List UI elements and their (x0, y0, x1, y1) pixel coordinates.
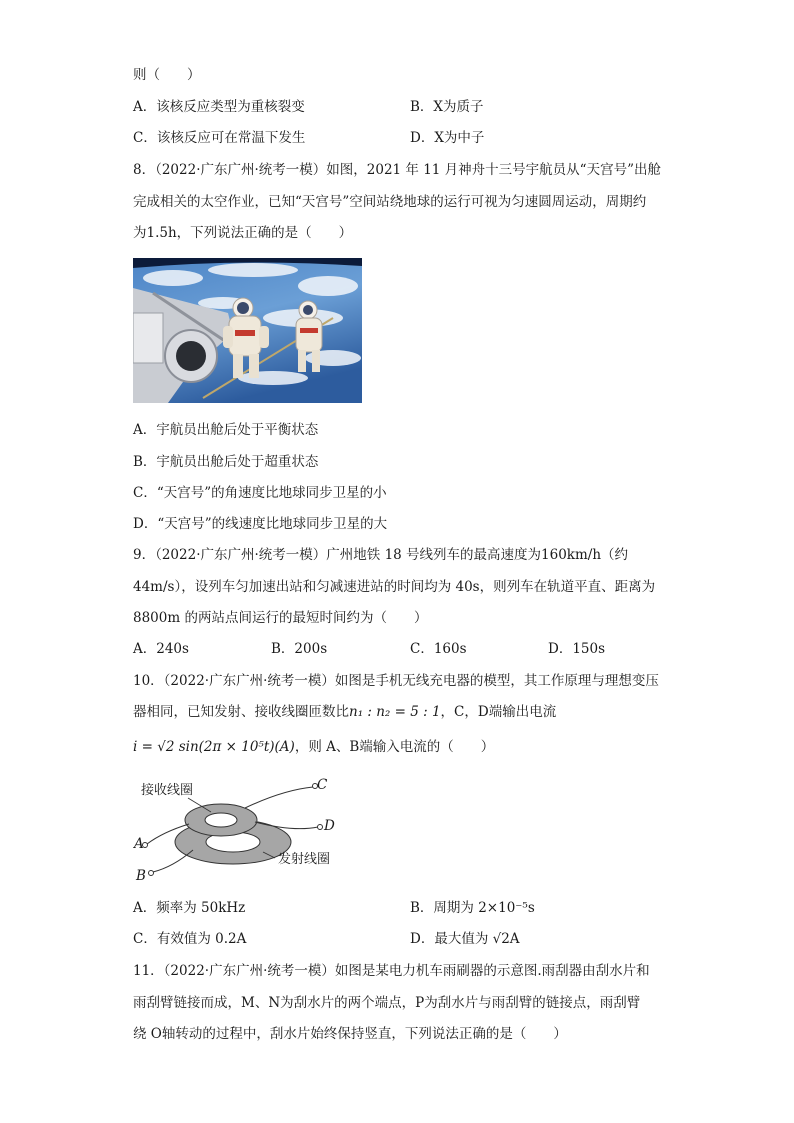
q10-option-a[interactable]: A．频率为 50kHz (133, 900, 246, 916)
q10-stem-line3 (133, 738, 494, 756)
current-formula: i = √2 sin(2π × 10⁵t)(A) (133, 739, 295, 755)
q11-stem-line1: 11．（2022·广东广州·统考一模）如图是某电力机车雨刷器的示意图.雨刮器由刮水片和 (133, 963, 650, 979)
turns-ratio: n₁ : n₂ = 5 : 1 (349, 704, 441, 720)
q10-option-d[interactable]: D．最大值为 √2A (410, 931, 520, 947)
q10-stem-line1: 10．（2022·广东广州·统考一模）如图是手机无线充电器的模型，其工作原理与理想变压 (133, 673, 659, 689)
terminal-a: A (134, 836, 144, 852)
q10-option-b[interactable]: B．周期为 2×10⁻⁵s (410, 900, 535, 916)
q9-stem-line1: 9．（2022·广东广州·统考一模）广州地铁 18 号线列车的最高速度为160km/h（约 (133, 547, 629, 563)
q8-option-d[interactable]: D．“天宫号”的线速度比地球同步卫星的大 (133, 516, 388, 532)
q11-stem-line3: 绕 O轴转动的过程中，刮水片始终保持竖直，下列说法正确的是（ ） (133, 1026, 567, 1042)
q10-stem-line3-tail: ，则 A、B端输入电流的（ ） (294, 739, 495, 755)
q7-option-b[interactable]: B．X为质子 (410, 99, 484, 115)
q8-option-b[interactable]: B．宇航员出舱后处于超重状态 (133, 454, 319, 470)
spacewalk-photo (133, 258, 362, 403)
q7-option-a[interactable]: A．该核反应类型为重核裂变 (133, 99, 305, 115)
q10-stem-line2 (133, 703, 556, 721)
q8-stem-line1: 8．（2022·广东广州·统考一模）如图，2021 年 11 月神舟十三号宇航员从“天宫号”出舱 (133, 162, 661, 178)
receive-coil-label: 接收线圈 (141, 783, 194, 798)
q7-option-c[interactable]: C．该核反应可在常温下发生 (133, 130, 306, 146)
q9-stem-line3: 8800m 的两站点间运行的最短时间约为（ ） (133, 610, 428, 626)
q9-option-a[interactable]: A．240s (133, 641, 189, 657)
terminal-b: B (136, 868, 146, 884)
q8-option-c[interactable]: C．“天宫号”的角速度比地球同步卫星的小 (133, 485, 387, 501)
wireless-charger-diagram (133, 772, 348, 884)
q8-stem-line3: 为1.5h，下列说法正确的是（ ） (133, 225, 353, 241)
q7-stem-tail: 则（ ） (133, 67, 201, 83)
q10-option-c[interactable]: C．有效值为 0.2A (133, 931, 247, 947)
terminal-c: C (317, 777, 328, 793)
q9-stem-line2: 44m/s），设列车匀加速出站和匀减速进站的时间均为 40s，则列车在轨道平直、距离为 (133, 579, 656, 595)
q10-stem-line2-text: 器相同，已知发射、接收线圈匝数比 (133, 704, 349, 720)
transmit-coil-label: 发射线圈 (278, 852, 331, 867)
q9-option-c[interactable]: C．160s (410, 641, 467, 657)
q11-stem-line2: 雨刮臂链接而成，M、N为刮水片的两个端点，P为刮水片与雨刮臂的链接点，雨刮臂 (133, 995, 641, 1011)
terminal-d: D (324, 818, 335, 834)
q9-option-d[interactable]: D．150s (548, 641, 606, 657)
q10-stem-line2-tail: ，C，D端输出电流 (440, 704, 557, 720)
q8-option-a[interactable]: A．宇航员出舱后处于平衡状态 (133, 422, 319, 438)
q7-option-d[interactable]: D．X为中子 (410, 130, 485, 146)
q8-stem-line2: 完成相关的太空作业，已知“天宫号”空间站绕地球的运行可视为匀速圆周运动，周期约 (133, 194, 647, 210)
q9-option-b[interactable]: B．200s (271, 641, 328, 657)
